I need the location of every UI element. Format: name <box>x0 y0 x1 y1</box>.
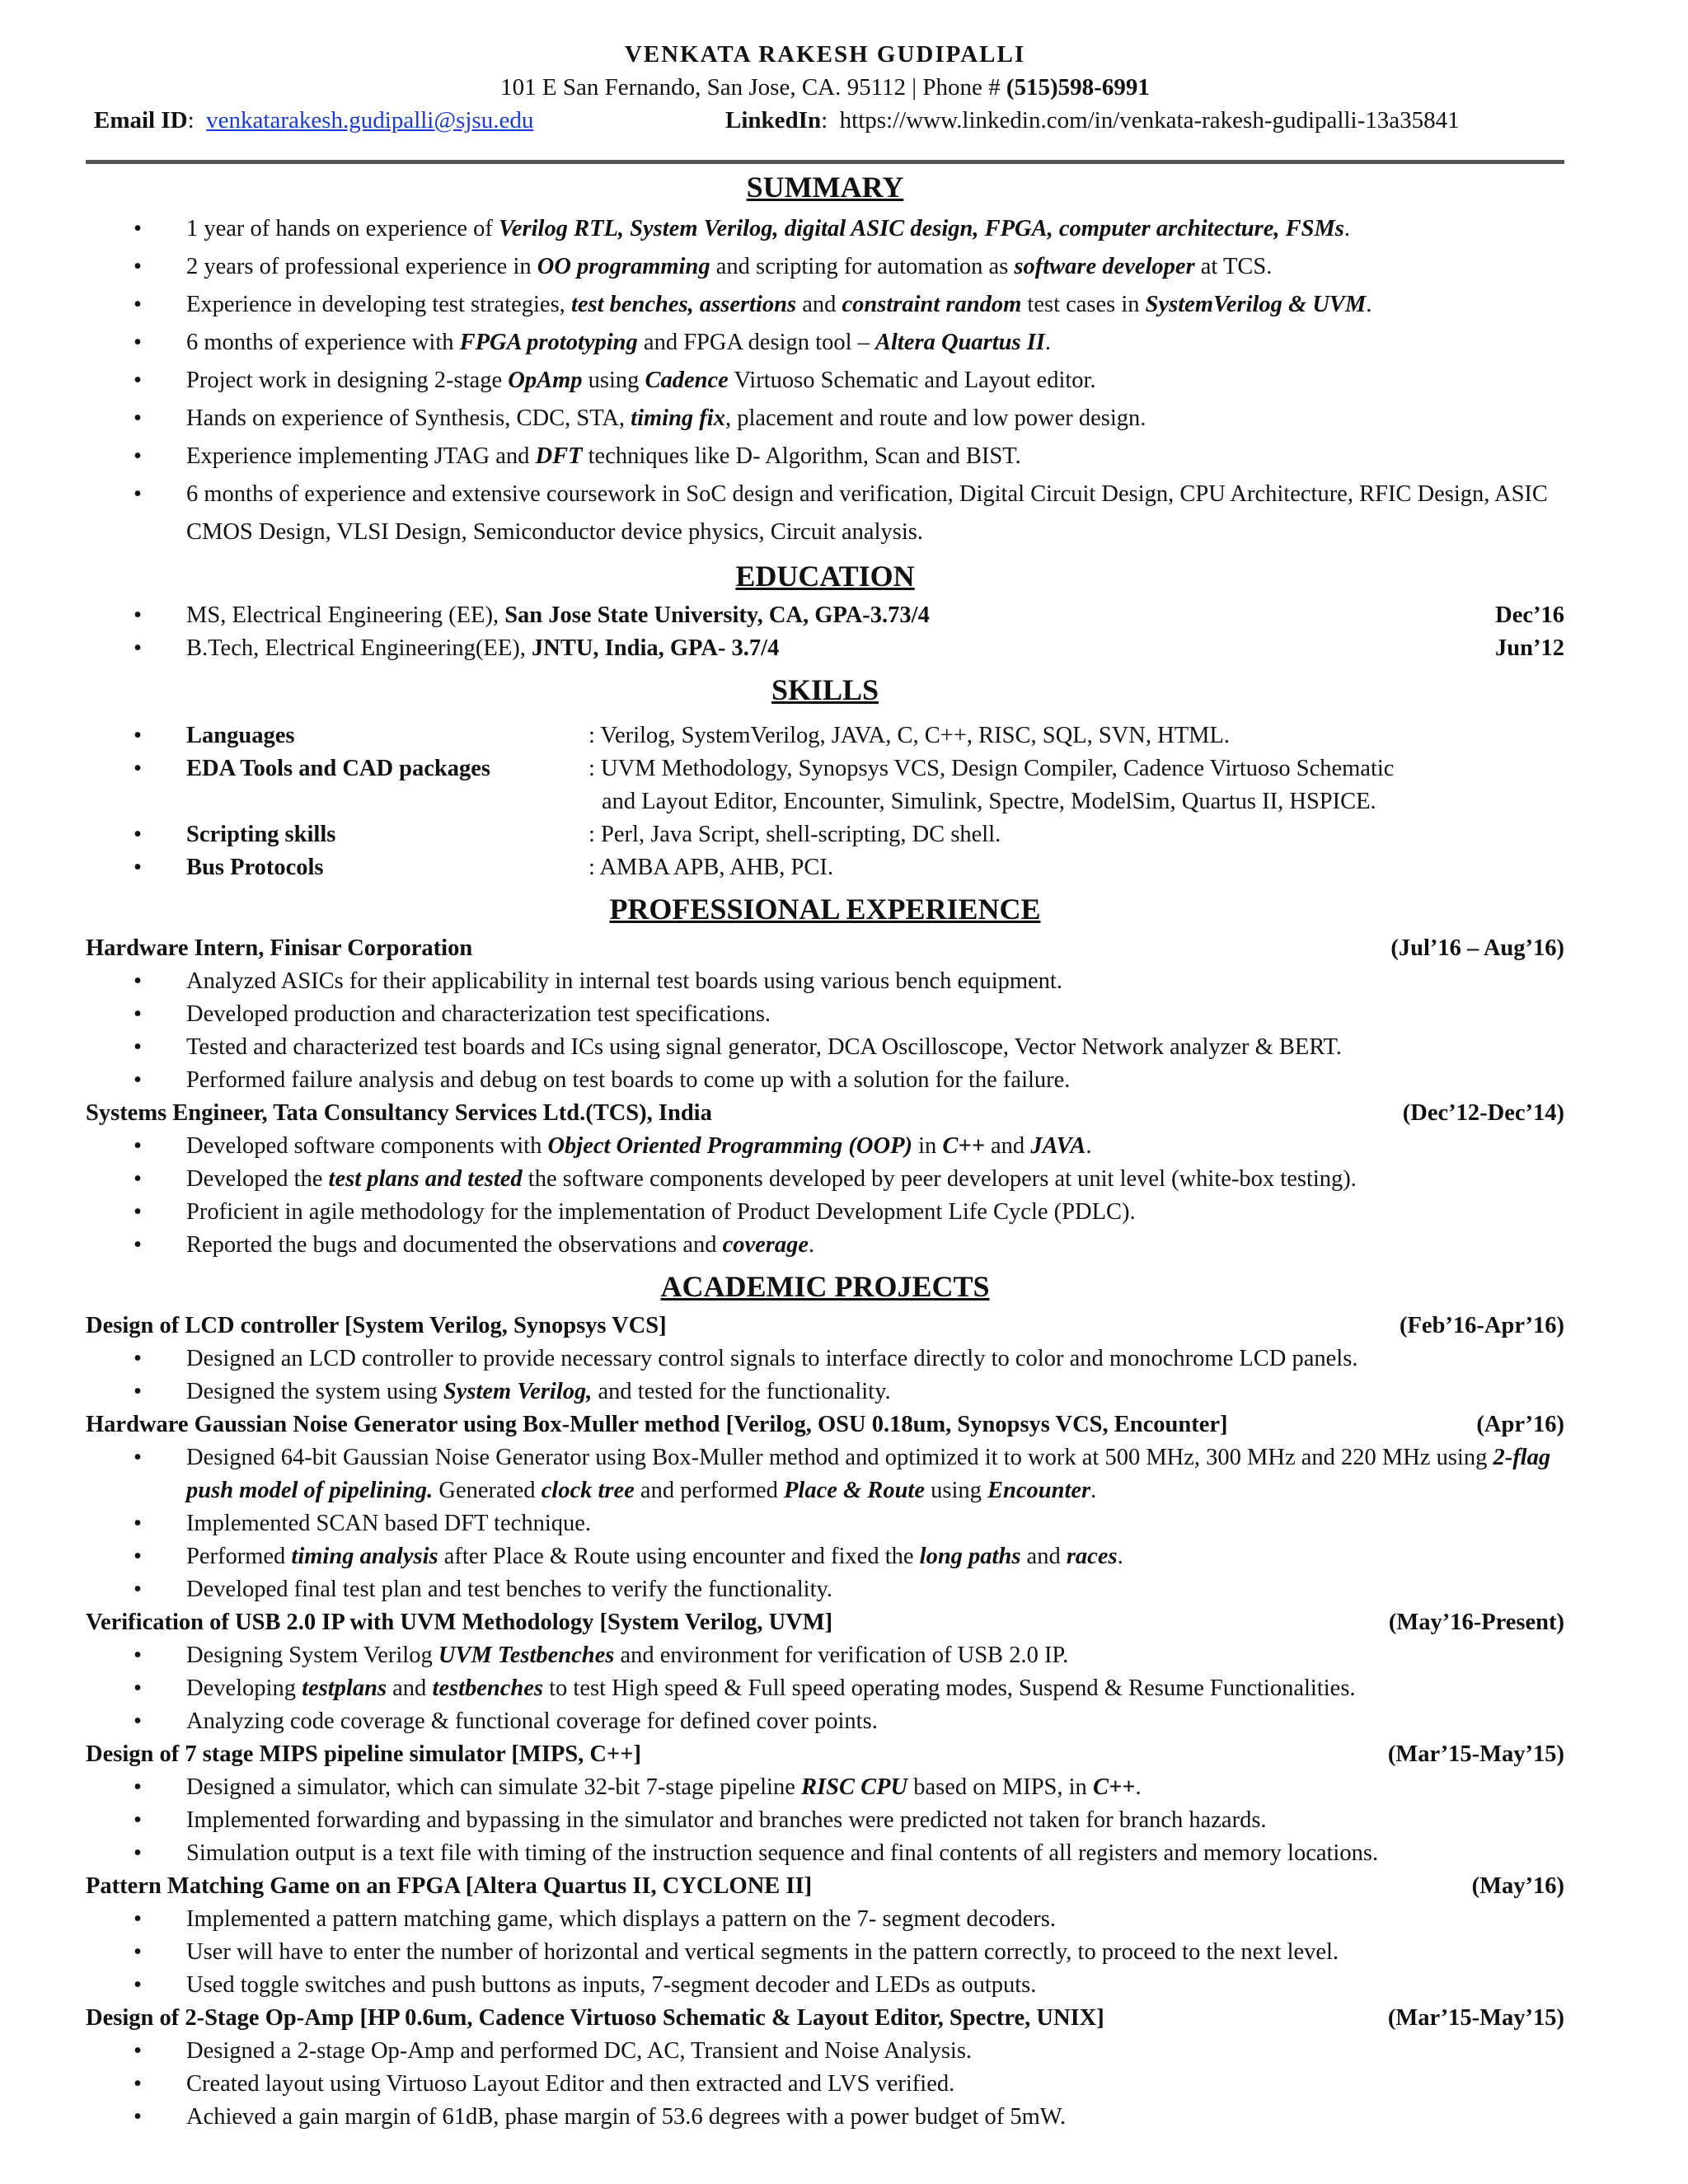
bullet-item <box>86 248 1564 286</box>
bullet-text: Designed the system using System Verilog, and tested for the functionality. <box>186 1379 891 1404</box>
bullet-text: Designing System Verilog UVM Testbenches and environment for verification of USB 2.0 IP. <box>186 1643 1069 1668</box>
bullet-item <box>86 1705 1564 1738</box>
bullet-dot-icon: • <box>134 855 142 880</box>
skill-label: Bus Protocols <box>186 855 324 880</box>
bullet-dot-icon: • <box>134 1643 142 1668</box>
job-title <box>86 1097 1564 1130</box>
bullet-text: User will have to enter the number of horizontal and vertical segments in the pattern correctly, to proceed to the next level. <box>186 1939 1339 1965</box>
skill-label: Scripting skills <box>186 822 336 847</box>
emphasis-text: clock tree <box>541 1478 635 1503</box>
emphasis-text: DFT <box>535 443 583 469</box>
header-divider <box>86 160 1564 164</box>
emphasis-text: coverage <box>722 1232 809 1258</box>
project-bullets <box>86 1639 1564 1738</box>
bullet-dot-icon: • <box>134 1577 142 1602</box>
emphasis-text: RISC CPU <box>801 1774 908 1800</box>
emphasis-text: software developer <box>1014 254 1195 279</box>
bullet-dot-icon: • <box>134 1232 142 1258</box>
education-item <box>86 632 1564 665</box>
bullet-item <box>86 1903 1564 1936</box>
candidate-name: VENKATA RAKESH GUDIPALLI <box>624 41 1026 68</box>
project-title <box>86 1310 1564 1343</box>
project-date: (May’16) <box>1471 1873 1564 1899</box>
project-title-text: Pattern Matching Game on an FPGA [Altera Quartus II, CYCLONE II] <box>86 1873 813 1899</box>
bullet-text: Designed a simulator, which can simulate 32-bit 7-stage pipeline RISC CPU based on MIPS, in C++. <box>186 1774 1142 1800</box>
project-title <box>86 1738 1564 1771</box>
bullet-text: 1 year of hands on experience of Verilog RTL, System Verilog, digital ASIC design, FPGA, computer architecture, FSMs. <box>186 216 1351 241</box>
bullet-item <box>86 1376 1564 1408</box>
bullet-item <box>86 1573 1564 1606</box>
bullet-dot-icon: • <box>134 1511 142 1536</box>
bullet-text: Implemented a pattern matching game, which displays a pattern on the 7- segment decoders. <box>186 1906 1056 1932</box>
bullet-item <box>86 998 1564 1031</box>
skill-row <box>86 851 1564 884</box>
bullet-item <box>86 400 1564 438</box>
bullet-item <box>86 1031 1564 1064</box>
bullet-text: Performed timing analysis after Place & Route using encounter and fixed the long paths and races. <box>186 1544 1123 1569</box>
bullet-item <box>86 2035 1564 2068</box>
bullet-text: 6 months of experience and extensive coursework in SoC design and verification, Digital Circuit Design, CPU Architecture, RFIC Design, ASIC CMOS Design, VLSI Design, Semiconductor device physics, Circuit analysis. <box>186 481 1548 545</box>
emphasis-text: JAVA <box>1030 1133 1086 1159</box>
projects-list <box>86 1310 1564 2134</box>
project-title <box>86 1606 1564 1639</box>
emphasis-text: Cadence <box>645 368 729 393</box>
bullet-dot-icon: • <box>134 368 142 393</box>
bullet-item <box>86 2101 1564 2134</box>
emphasis-text: 2-flag push model of pipelining. <box>186 1445 1551 1503</box>
bullet-item <box>86 1229 1564 1262</box>
address-line <box>86 71 1564 104</box>
bullet-item <box>86 1672 1564 1705</box>
project-bullets <box>86 1441 1564 1606</box>
bullet-text: Developed production and characterization test specifications. <box>186 1001 771 1027</box>
bullet-item <box>86 362 1564 400</box>
experience-list <box>86 932 1564 1262</box>
bullet-dot-icon: • <box>134 292 142 317</box>
resume-header <box>86 38 1564 104</box>
bullet-item <box>86 1343 1564 1376</box>
bullet-dot-icon: • <box>134 1166 142 1192</box>
emphasis-text: test plans and tested <box>328 1166 523 1192</box>
job-title-text: Hardware Intern, Finisar Corporation <box>86 935 473 961</box>
emphasis-text: C++ <box>1092 1774 1136 1800</box>
bullet-text: Hands on experience of Synthesis, CDC, STA, timing fix, placement and route and low power design. <box>186 405 1146 431</box>
bullet-item <box>86 1507 1564 1540</box>
bullet-text: Analyzing code coverage & functional coverage for defined cover points. <box>186 1708 878 1734</box>
bullet-dot-icon: • <box>134 1199 142 1225</box>
bullet-dot-icon: • <box>134 1133 142 1159</box>
school-text: JNTU, India, GPA- 3.7/4 <box>531 635 780 661</box>
skills-heading: SKILLS <box>771 673 879 706</box>
emphasis-text: OO programming <box>537 254 710 279</box>
emphasis-text: FPGA prototyping <box>459 330 638 355</box>
emphasis-text: Place & Route <box>784 1478 925 1503</box>
linkedin-url[interactable]: https://www.linkedin.com/in/venkata-rakesh-gudipalli-13a35841 <box>839 107 1460 134</box>
education-heading: EDUCATION <box>735 560 915 593</box>
emphasis-text: timing fix <box>631 405 725 431</box>
bullet-text: Tested and characterized test boards and ICs using signal generator, DCA Oscilloscope, Vector Network analyzer & BERT. <box>186 1034 1343 1060</box>
project-title-text: Design of 2-Stage Op-Amp [HP 0.6um, Cadence Virtuoso Schematic & Layout Editor, Spectre, UNIX] <box>86 2005 1104 2031</box>
bullet-dot-icon: • <box>134 1034 142 1060</box>
bullet-dot-icon: • <box>134 968 142 994</box>
emphasis-text: Altera Quartus II <box>874 330 1045 355</box>
bullet-text: Achieved a gain margin of 61dB, phase margin of 53.6 degrees with a power budget of 5mW. <box>186 2104 1067 2130</box>
bullet-item <box>86 2068 1564 2101</box>
emphasis-text: Object Oriented Programming (OOP) <box>547 1133 912 1159</box>
bullet-dot-icon: • <box>134 723 142 748</box>
project-bullets <box>86 2035 1564 2134</box>
bullet-dot-icon: • <box>134 1001 142 1027</box>
bullet-dot-icon: • <box>134 216 142 241</box>
education-list <box>86 599 1564 665</box>
bullet-dot-icon: • <box>134 1708 142 1734</box>
bullet-text: Developing testplans and testbenches to test High speed & Full speed operating modes, Suspend & Resume Functionalities. <box>186 1675 1356 1701</box>
project-bullets <box>86 1343 1564 1408</box>
bullet-text: Created layout using Virtuoso Layout Editor and then extracted and LVS verified. <box>186 2071 955 2097</box>
education-date: Dec’16 <box>1495 602 1564 628</box>
bullet-dot-icon: • <box>134 822 142 847</box>
emphasis-text: SystemVerilog & UVM <box>1145 292 1367 317</box>
phone-number: (515)598-6991 <box>1006 74 1150 101</box>
emphasis-text: races <box>1066 1544 1118 1569</box>
bullet-text: Analyzed ASICs for their applicability in internal test boards using various bench equipment. <box>186 968 1062 994</box>
bullet-dot-icon: • <box>134 2071 142 2097</box>
summary-heading: SUMMARY <box>746 171 904 204</box>
emphasis-text: long paths <box>919 1544 1021 1569</box>
skill-row <box>86 752 1564 818</box>
bullet-dot-icon: • <box>134 1675 142 1701</box>
bullet-text: Proficient in agile methodology for the implementation of Product Development Life Cycle (PDLC). <box>186 1199 1136 1225</box>
project-bullets <box>86 1771 1564 1870</box>
education-date: Jun’12 <box>1495 635 1564 661</box>
job-title-text: Systems Engineer, Tata Consultancy Services Ltd.(TCS), India <box>86 1100 712 1126</box>
skill-value: : Verilog, SystemVerilog, JAVA, C, C++, RISC, SQL, SVN, HTML. <box>588 723 1230 748</box>
bullet-text: Developed final test plan and test benches to verify the functionality. <box>186 1577 833 1602</box>
emphasis-text: timing analysis <box>291 1544 438 1569</box>
project-title-text: Design of LCD controller [System Verilog, Synopsys VCS] <box>86 1313 667 1338</box>
linkedin-entry: LinkedIn: https://www.linkedin.com/in/venkata-rakesh-gudipalli-13a35841 <box>725 107 1460 134</box>
bullet-dot-icon: • <box>134 1445 142 1470</box>
email-entry: Email ID: venkatarakesh.gudipalli@sjsu.edu <box>94 107 534 134</box>
bullet-text: Implemented SCAN based DFT technique. <box>186 1511 592 1536</box>
project-title <box>86 2002 1564 2035</box>
bullet-dot-icon: • <box>134 602 142 628</box>
bullet-dot-icon: • <box>134 1906 142 1932</box>
project-title-text: Hardware Gaussian Noise Generator using Box-Muller method [Verilog, OSU 0.18um, Synopsys VCS, Encounter] <box>86 1412 1228 1437</box>
bullet-dot-icon: • <box>134 1807 142 1833</box>
bullet-dot-icon: • <box>134 1067 142 1093</box>
project-title <box>86 1408 1564 1441</box>
bullet-dot-icon: • <box>134 330 142 355</box>
bullet-text: Experience in developing test strategies, test benches, assertions and constraint random test cases in SystemVerilog & UVM. <box>186 292 1372 317</box>
bullet-dot-icon: • <box>134 1972 142 1998</box>
education-item <box>86 599 1564 632</box>
bullet-text: Developed the test plans and tested the software components developed by peer developers at unit level (white-box testing). <box>186 1166 1357 1192</box>
emphasis-text: test benches, assertions <box>570 292 797 317</box>
bullet-dot-icon: • <box>134 756 142 781</box>
bullet-dot-icon: • <box>134 405 142 431</box>
bullet-item <box>86 286 1564 324</box>
bullet-item <box>86 210 1564 248</box>
skill-label: EDA Tools and CAD packages <box>186 756 491 781</box>
skill-label: Languages <box>186 723 295 748</box>
bullet-item <box>86 1196 1564 1229</box>
bullet-dot-icon: • <box>134 443 142 469</box>
degree-text: B.Tech, Electrical Engineering(EE), <box>186 635 532 661</box>
bullet-dot-icon: • <box>134 1544 142 1569</box>
bullet-item <box>86 1064 1564 1097</box>
emphasis-text: testplans <box>302 1675 387 1701</box>
bullet-item <box>86 1540 1564 1573</box>
project-date: (Feb’16-Apr’16) <box>1400 1313 1564 1338</box>
emphasis-text: OpAmp <box>508 368 583 393</box>
bullet-item <box>86 1163 1564 1196</box>
email-label: Email ID <box>94 107 188 134</box>
emphasis-text: Encounter <box>987 1478 1091 1503</box>
school-text: San Jose State University, CA, GPA-3.73/4 <box>504 602 930 628</box>
bullet-item <box>86 324 1564 362</box>
bullet-dot-icon: • <box>134 1346 142 1371</box>
bullet-item <box>86 438 1564 476</box>
bullet-dot-icon: • <box>134 1774 142 1800</box>
skill-row <box>86 818 1564 851</box>
emphasis-text: Verilog RTL, System Verilog, digital ASIC design, FPGA, computer architecture, FSMs <box>499 216 1344 241</box>
project-date: (May’16-Present) <box>1388 1610 1564 1635</box>
job-bullets <box>86 1130 1564 1262</box>
project-title <box>86 1870 1564 1903</box>
bullet-text: 2 years of professional experience in OO programming and scripting for automation as software developer at TCS. <box>186 254 1273 279</box>
emphasis-text: testbenches <box>432 1675 544 1701</box>
bullet-dot-icon: • <box>134 1840 142 1866</box>
emphasis-text: System Verilog, <box>443 1379 593 1404</box>
bullet-item <box>86 476 1564 551</box>
skills-list <box>86 719 1564 884</box>
bullet-item <box>86 965 1564 998</box>
project-bullets <box>86 1903 1564 2002</box>
skill-value: : Perl, Java Script, shell-scripting, DC shell. <box>588 822 1001 847</box>
contact-row <box>86 104 1564 137</box>
bullet-dot-icon: • <box>134 635 142 661</box>
emphasis-text: UVM Testbenches <box>438 1643 615 1668</box>
project-title-text: Verification of USB 2.0 IP with UVM Methodology [System Verilog, UVM] <box>86 1610 833 1635</box>
job-date: (Dec’12-Dec’14) <box>1402 1100 1564 1126</box>
projects-heading: ACADEMIC PROJECTS <box>660 1270 990 1303</box>
bullet-item <box>86 1804 1564 1837</box>
bullet-dot-icon: • <box>134 481 142 507</box>
project-date: (Mar’15-May’15) <box>1387 2005 1564 2031</box>
bullet-text: Implemented forwarding and bypassing in the simulator and branches were predicted not taken for branch hazards. <box>186 1807 1267 1833</box>
email-link[interactable]: venkatarakesh.gudipalli@sjsu.edu <box>206 107 534 134</box>
job-bullets <box>86 965 1564 1097</box>
bullet-text: Designed a 2-stage Op-Amp and performed DC, AC, Transient and Noise Analysis. <box>186 2038 973 2064</box>
bullet-dot-icon: • <box>134 254 142 279</box>
bullet-text: Reported the bugs and documented the observations and coverage. <box>186 1232 815 1258</box>
degree-text: MS, Electrical Engineering (EE), <box>186 602 505 628</box>
bullet-item <box>86 1969 1564 2002</box>
bullet-text: Designed an LCD controller to provide necessary control signals to interface directly to color and monochrome LCD panels. <box>186 1346 1358 1371</box>
linkedin-label: LinkedIn <box>725 107 822 134</box>
skill-row <box>86 719 1564 752</box>
project-date: (Apr’16) <box>1476 1412 1564 1437</box>
summary-list <box>86 210 1564 551</box>
bullet-dot-icon: • <box>134 1939 142 1965</box>
bullet-text: Simulation output is a text file with timing of the instruction sequence and final contents of all registers and memory locations. <box>186 1840 1379 1866</box>
skill-value-continued: and Layout Editor, Encounter, Simulink, Spectre, ModelSim, Quartus II, HSPICE. <box>602 789 1376 814</box>
skill-value: : UVM Methodology, Synopsys VCS, Design Compiler, Cadence Virtuoso Schematic <box>588 756 1395 781</box>
bullet-text: Performed failure analysis and debug on test boards to come up with a solution for the failure. <box>186 1067 1071 1093</box>
bullet-text: Project work in designing 2-stage OpAmp using Cadence Virtuoso Schematic and Layout editor. <box>186 368 1096 393</box>
job-date: (Jul’16 – Aug’16) <box>1390 935 1564 961</box>
bullet-item <box>86 1936 1564 1969</box>
bullet-dot-icon: • <box>134 2038 142 2064</box>
emphasis-text: constraint random <box>842 292 1022 317</box>
address-text: 101 E San Fernando, San Jose, CA. 95112 | Phone # <box>500 74 1006 101</box>
bullet-dot-icon: • <box>134 2104 142 2130</box>
bullet-item <box>86 1837 1564 1870</box>
bullet-text: Used toggle switches and push buttons as inputs, 7-segment decoder and LEDs as outputs. <box>186 1972 1037 1998</box>
bullet-item <box>86 1441 1564 1507</box>
skill-value: : AMBA APB, AHB, PCI. <box>588 855 833 880</box>
bullet-text: Experience implementing JTAG and DFT techniques like D- Algorithm, Scan and BIST. <box>186 443 1021 469</box>
bullet-item <box>86 1771 1564 1804</box>
emphasis-text: C++ <box>942 1133 985 1159</box>
bullet-dot-icon: • <box>134 1379 142 1404</box>
project-title-text: Design of 7 stage MIPS pipeline simulator [MIPS, C++] <box>86 1741 641 1767</box>
job-title <box>86 932 1564 965</box>
bullet-text: Developed software components with Object Oriented Programming (OOP) in C++ and JAVA. <box>186 1133 1092 1159</box>
bullet-text: 6 months of experience with FPGA prototyping and FPGA design tool – Altera Quartus II. <box>186 330 1052 355</box>
project-date: (Mar’15-May’15) <box>1387 1741 1564 1767</box>
bullet-item <box>86 1130 1564 1163</box>
experience-heading: PROFESSIONAL EXPERIENCE <box>609 893 1041 926</box>
bullet-item <box>86 1639 1564 1672</box>
bullet-text: Designed 64-bit Gaussian Noise Generator using Box-Muller method and optimized it to work at 500 MHz, 300 MHz and 220 MHz using 2-flag push model of pipelining. Generated clock tree and performed Place & Route using Encounter. <box>186 1445 1551 1503</box>
